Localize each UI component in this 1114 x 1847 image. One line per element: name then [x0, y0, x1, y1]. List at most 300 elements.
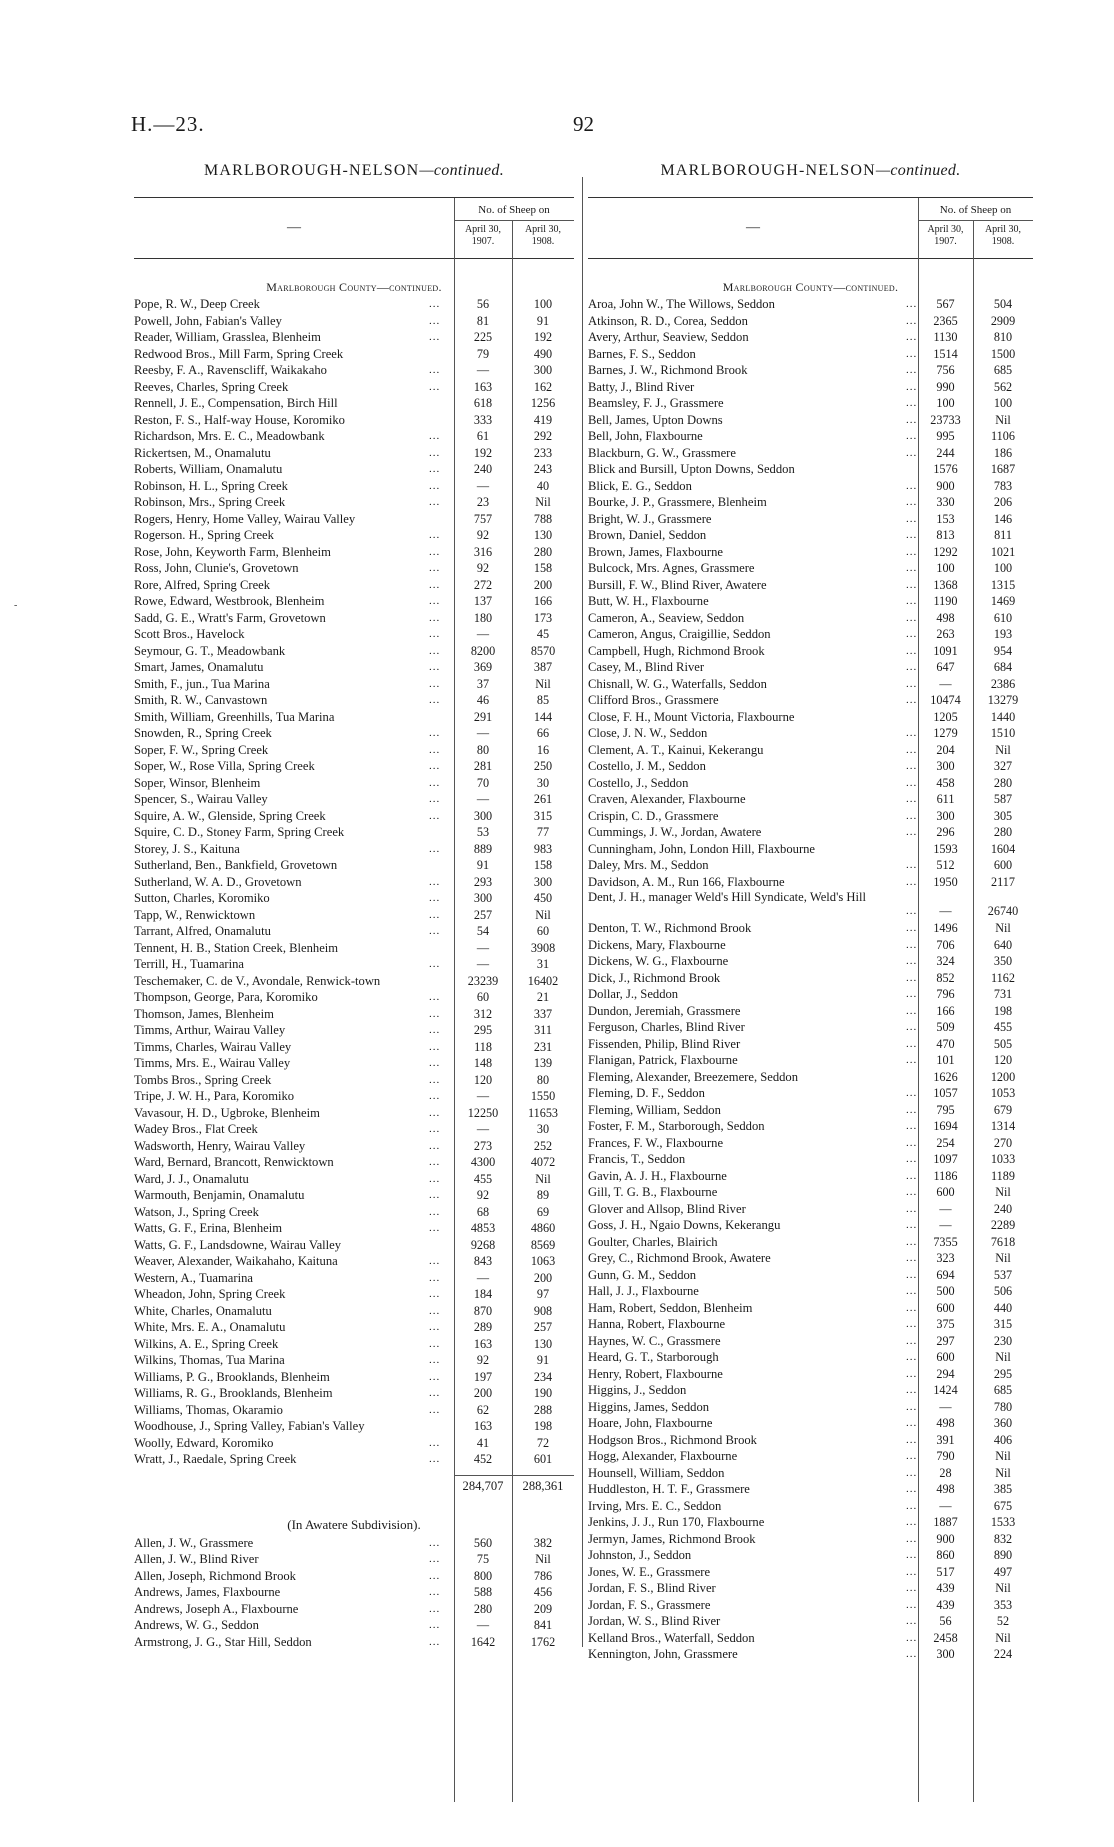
sheep-1908: 166 [533, 594, 553, 608]
leader-dots: ... [429, 314, 441, 327]
table-row [588, 890, 1033, 920]
leader-dots: ... [429, 430, 441, 442]
table-row [588, 1184, 1033, 1201]
leader-dots: ... [906, 413, 918, 426]
row-name: Allen, J. W., Blind River [134, 1552, 259, 1566]
row-name: Vavasour, H. D., Ugbroke, Blenheim [134, 1105, 320, 1120]
row-name: Flanigan, Patrick, Flaxbourne [588, 1053, 738, 1067]
table-row [588, 1646, 1033, 1663]
row-name: Allen, Joseph, Richmond Brook [134, 1568, 296, 1583]
leader-dots: ... [906, 1532, 918, 1545]
sheep-1908: 89 [536, 1188, 550, 1202]
row-name: Sadd, G. E., Wratt's Farm, Grovetown [134, 610, 326, 625]
table-row [588, 395, 1033, 412]
row-name: Cameron, A., Seaview, Seddon [588, 610, 745, 625]
sheep-1908: Nil [995, 1630, 1011, 1645]
sheep-1908: 455 [993, 1020, 1013, 1034]
row-name: Heard, G. T., Starborough [588, 1350, 719, 1364]
row-name: Costello, J. M., Seddon [588, 759, 706, 773]
left-rows [134, 296, 574, 1468]
leader-dots: ... [906, 364, 918, 376]
sheep-1907: 4300 [470, 1155, 496, 1169]
sheep-1908: 16 [536, 742, 550, 757]
table-row [588, 1300, 1033, 1317]
table-row [588, 1316, 1033, 1333]
leader-dots: ... [429, 1172, 441, 1185]
leader-dots: ... [906, 1021, 918, 1033]
table-row [134, 527, 574, 544]
table-row [588, 986, 1033, 1003]
leader-dots: ... [429, 1189, 441, 1201]
table-row [134, 1270, 574, 1287]
row-name: Brown, Daniel, Seddon [588, 528, 707, 542]
leader-dots: ... [906, 1499, 918, 1512]
left-title-continued: —continued. [419, 162, 504, 179]
row-name: Teschemaker, C. de V., Avondale, Renwick-town [134, 973, 381, 988]
table-row [134, 428, 574, 445]
sheep-1907: 995 [936, 429, 955, 443]
sheep-1907: 323 [936, 1251, 955, 1265]
leader-dots: ... [906, 1351, 918, 1363]
sheep-1908: 120 [993, 1053, 1013, 1067]
row-name: Terrill, H., Tuamarina [134, 957, 244, 971]
row-name: Storey, J. S., Kaituna [134, 841, 240, 856]
sheep-1908: Nil [995, 412, 1011, 427]
sheep-1908: 685 [993, 1383, 1013, 1397]
sheep-1908: 52 [996, 1614, 1010, 1628]
row-name: Powell, John, Fabian's Valley [134, 313, 282, 328]
left-header-date-1907: April 30, 1907. [464, 224, 502, 247]
leader-dots: ... [429, 1255, 441, 1267]
row-name: Allen, J. W., Grassmere [134, 1535, 254, 1550]
row-name: Blackburn, G. W., Grassmere [588, 445, 736, 460]
sheep-1907: 68 [476, 1204, 490, 1219]
sheep-1908: 130 [533, 528, 553, 542]
sheep-1907: 1205 [933, 709, 958, 724]
row-name: Timms, Mrs. E., Wairau Valley [134, 1056, 291, 1070]
table-row [134, 346, 574, 363]
leader-dots: ... [429, 1222, 441, 1234]
sheep-1907: 75 [476, 1552, 490, 1566]
row-name: Costello, J., Seddon [588, 775, 689, 790]
table-row [588, 1201, 1033, 1218]
sheep-1907: — [939, 1218, 952, 1232]
sheep-1908: 685 [993, 363, 1013, 377]
row-name: White, Charles, Onamalutu [134, 1303, 272, 1318]
row-name: Clement, A. T., Kainui, Kekerangu [588, 742, 764, 757]
sheep-1907: 611 [936, 792, 955, 806]
sheep-1908: 186 [993, 445, 1013, 460]
table-row [134, 1154, 574, 1171]
leader-dots: ... [906, 677, 918, 690]
sheep-1907: 1186 [933, 1168, 958, 1183]
sheep-1908: 810 [993, 330, 1013, 344]
row-name: Jones, W. E., Grassmere [588, 1564, 711, 1579]
row-name: Casey, M., Blind River [588, 660, 705, 674]
row-name: Ross, John, Clunie's, Grovetown [134, 561, 299, 575]
row-name: Sutherland, W. A. D., Grovetown [134, 874, 302, 889]
leader-dots: ... [906, 644, 918, 657]
sheep-1908: 139 [533, 1056, 553, 1070]
sheep-1907: 1496 [933, 921, 958, 935]
sheep-1907: 600 [936, 1185, 955, 1199]
row-name: Armstrong, J. G., Star Hill, Seddon [134, 1634, 312, 1649]
leader-dots: ... [906, 628, 918, 640]
table-row [588, 742, 1033, 759]
sheep-1907: 618 [473, 396, 493, 410]
sheep-1907: 254 [936, 1135, 955, 1150]
table-row [588, 775, 1033, 792]
table-row [134, 1617, 574, 1634]
sheep-1908: 26740 [987, 904, 1019, 918]
sheep-1908: Nil [995, 1185, 1011, 1199]
table-row [588, 1531, 1033, 1548]
row-name: Soper, F. W., Spring Creek [134, 742, 269, 757]
row-name: Gill, T. G. B., Flaxbourne [588, 1185, 718, 1199]
leader-dots: ... [906, 1268, 918, 1281]
table-row [588, 1399, 1033, 1416]
sheep-1908: 300 [533, 874, 553, 889]
leader-dots: ... [429, 1403, 441, 1416]
row-name: Wadsworth, Henry, Wairau Valley [134, 1138, 306, 1153]
leader-dots: ... [906, 1433, 918, 1446]
table-row [134, 692, 574, 709]
sheep-1907: 900 [936, 1531, 955, 1546]
table-row [588, 676, 1033, 693]
leader-dots: ... [906, 988, 918, 1000]
sheep-1908: 66 [536, 726, 550, 740]
sheep-1908: 193 [993, 627, 1013, 641]
table-row [588, 692, 1033, 709]
sheep-1907: 1292 [933, 544, 958, 559]
leader-dots: ... [906, 529, 918, 541]
leader-dots: ... [906, 859, 918, 871]
sheep-1907: 92 [476, 1353, 490, 1367]
table-row [588, 1118, 1033, 1135]
row-name: Ham, Robert, Seddon, Blenheim [588, 1300, 753, 1315]
center-column-divider [582, 177, 583, 1647]
leader-dots: ... [429, 1090, 441, 1102]
sheep-1907: 647 [936, 660, 955, 674]
table-row [588, 970, 1033, 987]
margin-mark: - [14, 600, 18, 611]
leader-dots: ... [906, 331, 918, 343]
sheep-1907: 300 [936, 759, 955, 773]
right-title-continued: —continued. [875, 162, 961, 179]
row-name: Thomson, James, Blenheim [134, 1006, 274, 1021]
row-name: Kelland Bros., Waterfall, Seddon [588, 1630, 755, 1645]
row-name: Watson, J., Spring Creek [134, 1204, 259, 1219]
sheep-1907: 790 [936, 1449, 955, 1463]
sheep-1907: 289 [473, 1320, 493, 1334]
sheep-1907: — [476, 792, 490, 806]
sheep-1907: 300 [936, 808, 955, 823]
leader-dots: ... [906, 1120, 918, 1132]
leader-dots: ... [906, 446, 918, 459]
table-row [588, 478, 1033, 495]
sheep-1907: 281 [473, 759, 493, 773]
leader-dots: ... [429, 1106, 441, 1119]
row-name: Watts, G. F., Erina, Blenheim [134, 1221, 283, 1235]
row-name: Rogers, Henry, Home Valley, Wairau Valley [134, 511, 356, 526]
sheep-1908: 80 [536, 1072, 550, 1087]
leader-dots: ... [429, 727, 441, 739]
row-name: Rose, John, Keyworth Farm, Blenheim [134, 544, 331, 559]
sheep-1907: 1130 [933, 330, 958, 344]
row-name: Dick, J., Richmond Brook [588, 970, 721, 985]
sheep-1907: 92 [476, 528, 490, 542]
leader-dots: ... [906, 545, 918, 558]
sheep-1908: Nil [995, 742, 1011, 757]
table-row [134, 1253, 574, 1270]
table-row [588, 1465, 1033, 1482]
sheep-1908: Nil [535, 495, 551, 509]
sheep-1908: Nil [535, 1552, 551, 1566]
left-rows-awatere [134, 1535, 574, 1651]
sheep-1907: 694 [936, 1267, 955, 1282]
row-name: Jordan, F. S., Grassmere [588, 1597, 711, 1612]
left-title-main: MARLBOROUGH-NELSON [203, 162, 420, 179]
row-name: Bourke, J. P., Grassmere, Blenheim [588, 495, 767, 509]
leader-dots: ... [906, 661, 918, 673]
leader-dots: ... [906, 1169, 918, 1182]
leader-dots: ... [429, 908, 441, 921]
sheep-1908: 587 [993, 792, 1013, 806]
table-row [588, 709, 1033, 726]
leader-dots: ... [429, 463, 441, 475]
sheep-1908: 144 [533, 709, 553, 724]
sheep-1908: 11653 [527, 1105, 559, 1120]
row-name: Sutherland, Ben., Bankfield, Grovetown [134, 858, 338, 872]
row-name: Soper, Winsor, Blenheim [134, 775, 261, 790]
sheep-1907: 870 [473, 1303, 493, 1318]
sheep-1907: 297 [936, 1333, 955, 1348]
table-row [588, 1481, 1033, 1498]
sheep-1907: 1626 [933, 1069, 958, 1084]
row-name: Richardson, Mrs. E. C., Meadowbank [134, 429, 325, 443]
sheep-1908: 292 [533, 429, 553, 443]
table-row [588, 1514, 1033, 1531]
leader-dots: ... [906, 479, 918, 492]
table-row [134, 544, 574, 561]
sheep-1907: 53 [476, 825, 490, 839]
row-name: Atkinson, R. D., Corea, Seddon [588, 313, 748, 328]
table-row [588, 808, 1033, 825]
row-name: Rore, Alfred, Spring Creek [134, 577, 271, 592]
sheep-1907: 512 [936, 858, 955, 872]
table-row [588, 544, 1033, 561]
sheep-1907: 330 [936, 495, 955, 509]
table-row [588, 1085, 1033, 1102]
leader-dots: ... [429, 743, 441, 756]
sheep-1908: 2117 [991, 874, 1015, 889]
table-row [588, 428, 1033, 445]
leader-dots: ... [906, 1186, 918, 1198]
sheep-1907: 1279 [933, 726, 958, 740]
leader-dots: ... [906, 578, 918, 591]
leader-dots: ... [906, 1450, 918, 1462]
right-header-sheep-on: No. of Sheep on [939, 204, 1012, 216]
table-row [134, 659, 574, 676]
sheep-1907: 166 [936, 1003, 955, 1018]
sheep-1907: 92 [476, 561, 490, 575]
table-row [588, 1151, 1033, 1168]
sheep-1908: 350 [993, 954, 1013, 968]
left-header-rule [454, 220, 574, 221]
sheep-1908: 130 [533, 1336, 553, 1351]
sheep-1907: 990 [936, 379, 955, 394]
table-row [588, 1217, 1033, 1234]
sheep-1908: 31 [536, 957, 550, 971]
sheep-1907: 56 [476, 297, 490, 311]
sheep-1908: 419 [533, 412, 553, 427]
table-row [588, 1349, 1033, 1366]
row-name: Hanna, Robert, Flaxbourne [588, 1317, 726, 1331]
row-name: Henry, Robert, Flaxbourne [588, 1366, 723, 1381]
table-row [588, 1102, 1033, 1119]
right-title-main: MARLBOROUGH-NELSON [660, 162, 876, 179]
table-row [134, 1171, 574, 1188]
sheep-1908: 270 [993, 1135, 1013, 1150]
row-name: Reston, F. S., Half-way House, Koromiko [134, 412, 345, 427]
sheep-1907: 153 [936, 511, 955, 526]
row-name: Fleming, William, Seddon [588, 1102, 721, 1117]
table-row [134, 1204, 574, 1221]
table-row [134, 1055, 574, 1072]
row-name: Craven, Alexander, Flaxbourne [588, 792, 746, 806]
leader-dots: ... [906, 1648, 918, 1660]
table-row [134, 907, 574, 924]
row-name: Higgins, J., Seddon [588, 1383, 687, 1397]
awatere-subdivision-heading: (In Awatere Subdivision). [287, 1516, 421, 1532]
leader-dots: ... [906, 496, 918, 508]
leader-dots: ... [429, 842, 441, 855]
leader-dots: ... [906, 955, 918, 967]
leader-dots: ... [429, 1288, 441, 1300]
sheep-1908: 504 [993, 297, 1013, 311]
leader-dots: ... [906, 1054, 918, 1066]
row-name: Weaver, Alexander, Waikahaho, Kaituna [134, 1254, 338, 1268]
sheep-1908: 353 [993, 1597, 1013, 1612]
row-name: Squire, A. W., Glenside, Spring Creek [134, 808, 326, 823]
row-name: Campbell, Hugh, Richmond Brook [588, 643, 765, 658]
sheep-1907: 23 [476, 495, 490, 509]
table-row [134, 725, 574, 742]
leader-dots: ... [906, 1285, 918, 1297]
sheep-1908: 786 [533, 1568, 553, 1583]
row-name: Butt, W. H., Flaxbourne [588, 594, 709, 608]
sheep-1908: 1762 [530, 1634, 556, 1649]
leader-dots: ... [429, 1370, 441, 1383]
sheep-1907: 498 [936, 1416, 955, 1430]
sheep-1908: 315 [533, 808, 553, 823]
leader-dots: ... [906, 1565, 918, 1578]
sheep-1908: 30 [536, 1122, 550, 1136]
row-name: Grey, C., Richmond Brook, Awatere [588, 1251, 771, 1265]
row-name: Smith, William, Greenhills, Tua Marina [134, 709, 335, 724]
row-name: Dickens, Mary, Flaxbourne [588, 937, 726, 952]
sheep-1908: 788 [533, 511, 553, 526]
sheep-1908: 1500 [990, 346, 1016, 361]
row-name: Andrews, Joseph A., Flaxbourne [134, 1601, 299, 1616]
sheep-1908: 406 [993, 1432, 1013, 1447]
leader-dots: ... [906, 1219, 918, 1231]
row-name: Jenkins, J. J., Run 170, Flaxbourne [588, 1515, 765, 1529]
sheep-1907: 1091 [933, 643, 958, 658]
sheep-1907: — [476, 1122, 490, 1136]
table-row [588, 1432, 1033, 1449]
sheep-1907: 333 [473, 412, 493, 427]
sheep-1908: 7618 [990, 1234, 1016, 1249]
row-name: Tennent, H. B., Station Creek, Blenheim [134, 940, 339, 955]
sheep-1908: 1200 [990, 1069, 1016, 1084]
sheep-1908: 158 [533, 858, 553, 872]
row-name: Aroa, John W., The Willows, Seddon [588, 297, 775, 311]
row-name: Bell, James, Upton Downs [588, 412, 723, 427]
row-name: Snowden, R., Spring Creek [134, 726, 272, 740]
leader-dots: ... [906, 743, 918, 756]
left-column-title [134, 162, 574, 180]
sheep-1907: 192 [473, 445, 493, 460]
row-name: Close, J. N. W., Seddon [588, 726, 708, 740]
sheep-1908: 456 [533, 1585, 553, 1599]
report-code: H.—23. [131, 112, 205, 136]
leader-dots: ... [906, 1235, 918, 1248]
table-row [134, 1006, 574, 1023]
sheep-1907: 272 [473, 577, 493, 592]
sheep-1908: 600 [993, 858, 1013, 872]
table-row [134, 841, 574, 858]
right-header-date-1908: April 30, 1908. [984, 224, 1022, 247]
row-name: Smith, R. W., Canvastown [134, 693, 268, 707]
row-name: Rogerson. H., Spring Creek [134, 528, 274, 542]
row-name: Robinson, Mrs., Spring Creek [134, 495, 286, 509]
leader-dots: ... [429, 776, 441, 789]
leader-dots: ... [429, 644, 441, 657]
table-row [134, 1121, 574, 1138]
sheep-1907: 184 [473, 1287, 493, 1301]
leader-dots: ... [429, 479, 441, 492]
row-name: Cameron, Angus, Craigillie, Seddon [588, 627, 771, 641]
table-row [588, 412, 1033, 429]
leader-dots: ... [429, 331, 441, 343]
row-name: Tripe, J. W. H., Para, Koromiko [134, 1089, 295, 1103]
row-name: Tarrant, Alfred, Onamalutu [134, 924, 271, 938]
sheep-1907: 54 [476, 924, 490, 938]
table-row [134, 1022, 574, 1039]
row-name: Woolly, Edward, Koromiko [134, 1435, 274, 1450]
sheep-1907: 7355 [933, 1234, 958, 1249]
sheep-1907: 100 [936, 396, 955, 410]
sheep-1908: 91 [536, 313, 550, 328]
table-row [134, 494, 574, 511]
table-row [134, 824, 574, 841]
table-row [588, 1234, 1033, 1251]
leader-dots: ... [429, 1040, 441, 1053]
table-row [134, 1551, 574, 1568]
sheep-1908: 209 [533, 1601, 553, 1616]
table-row [588, 1250, 1033, 1267]
sheep-1907: 4853 [470, 1221, 496, 1235]
table-row [134, 676, 574, 693]
table-row [588, 461, 1033, 478]
sheep-1907: — [476, 940, 490, 955]
sheep-1908: 1053 [990, 1086, 1016, 1100]
sheep-1907: 498 [936, 610, 955, 625]
table-row [588, 626, 1033, 643]
leader-dots: ... [906, 314, 918, 327]
table-row [134, 461, 574, 478]
